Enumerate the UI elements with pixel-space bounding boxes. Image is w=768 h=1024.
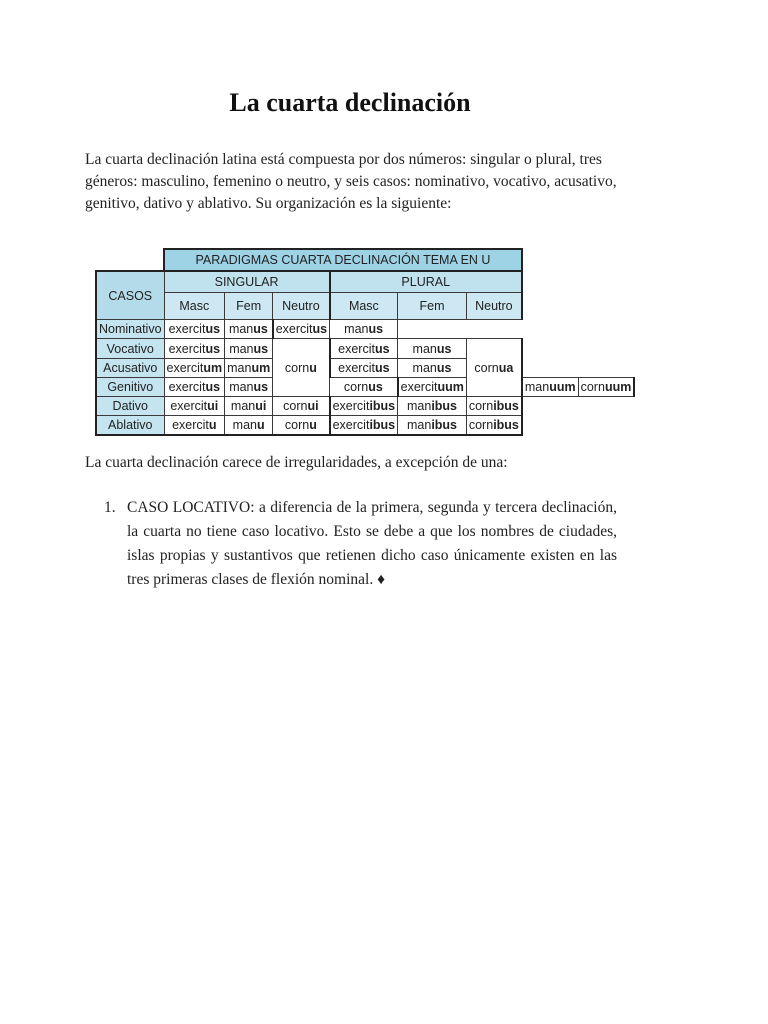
declension-form [225,415,273,435]
declension-form [273,396,330,415]
declension-form [273,320,330,339]
after-table-paragraph: La cuarta declinación carece de irregularidades, a excepción de una: [85,454,508,471]
declension-form [466,339,522,396]
case-label: Ablativo [96,415,164,435]
gender-header: Fem [398,293,467,320]
casos-header: CASOS [96,271,164,320]
table-row [96,396,634,415]
declension-table [95,248,635,436]
word-stem: corn [284,417,310,432]
word-ending: ibus [431,417,458,432]
declension-form [398,377,467,396]
word-ending: u [208,417,217,432]
word-ending: ua [498,360,514,375]
word-stem: man [229,341,254,356]
gender-header: Neutro [466,293,522,320]
word-ending: us [205,379,221,394]
gender-header-row [96,293,634,320]
plural-header: PLURAL [330,271,522,293]
page-title: La cuarta declinación [229,88,471,117]
word-stem: man [412,341,437,356]
word-stem: exercit [332,398,370,413]
declension-form [330,415,398,435]
table-row [96,339,634,358]
list-item-text: CASO LOCATIVO: a diferencia de la primera, segunda y tercera declinación, la cuarta no tiene caso locativo. Esto se debe a que los nombres de ciudades, islas propias y sustantivos que retienen dicho caso únicamente existen en las tres primeras clases de flexión nominal. ♦ [127,499,617,588]
singular-header: SINGULAR [164,271,330,293]
word-ending: us [436,341,452,356]
word-ending: us [374,341,390,356]
word-stem: man [524,379,550,394]
word-ending: us [368,322,384,337]
case-label: Genitivo [96,377,164,396]
declension-form [225,358,273,377]
word-ending: us [205,322,221,337]
word-stem: exercit [400,379,438,394]
declension-form [466,396,522,415]
word-stem: corn [343,379,369,394]
word-ending: ibus [493,398,519,413]
word-ending: ui [307,398,319,413]
word-stem: exercit [338,360,375,375]
declension-form [330,396,398,415]
word-stem: exercit [168,379,206,394]
word-ending: ui [207,398,219,413]
word-stem: corn [283,398,308,413]
table-row [96,377,634,396]
word-stem: exercit [168,341,206,356]
word-ending: us [374,360,390,375]
word-ending: u [256,417,265,432]
word-ending: u [309,360,317,375]
word-ending: ibus [431,398,458,413]
declension-form [466,415,522,435]
declension-form [164,358,225,377]
declension-form [273,415,330,435]
word-stem: man [406,398,432,413]
word-ending: uum [437,379,464,394]
word-ending: uum [604,379,632,394]
declension-form [398,415,467,435]
word-stem: corn [284,360,310,375]
intro-paragraph: La cuarta declinación latina está compuesta por dos números: singular o plural, tres géneros: masculino, femenino o neutro, y seis casos: nominativo, vocativo, acusativo, genitivo, dativo y ablativo. Su organización es la siguiente: [85,151,617,212]
word-stem: man [227,360,252,375]
table-row [96,415,634,435]
word-ending: ibus [369,417,396,432]
table-row [96,358,634,377]
declension-form [522,377,578,396]
word-stem: exercit [168,322,206,337]
word-stem: man [230,398,256,413]
gender-header: Masc [164,293,225,320]
declension-rows [96,320,634,435]
declension-table-figure [95,248,632,436]
case-label: Acusativo [96,358,164,377]
declension-form [225,377,273,396]
word-stem: man [232,417,257,432]
word-stem: man [412,360,437,375]
word-stem: man [344,322,369,337]
word-ending: us [205,341,221,356]
word-ending: ui [255,398,267,413]
word-ending: uum [549,379,576,394]
word-ending: u [309,417,317,432]
list-item-number: 1. [104,499,116,516]
case-label: Nominativo [96,320,164,339]
word-ending: us [368,379,383,394]
word-stem: exercit [172,417,209,432]
word-stem: exercit [275,322,313,337]
word-stem: exercit [332,417,370,432]
gender-header: Neutro [273,293,330,320]
word-stem: corn [580,379,605,394]
word-ending: us [253,379,269,394]
word-stem: corn [474,360,499,375]
case-label: Vocativo [96,339,164,358]
word-stem: exercit [170,398,208,413]
declension-form [164,377,225,396]
word-ending: us [436,360,452,375]
declension-form [398,396,467,415]
word-ending: um [203,360,223,375]
declension-form [330,320,398,339]
declension-form [398,358,467,377]
gender-header: Masc [330,293,398,320]
word-ending: us [253,341,269,356]
declension-form [225,396,273,415]
word-stem: man [229,379,254,394]
table-main-header: PARADIGMAS CUARTA DECLINACIÓN TEMA EN U [164,249,522,271]
declension-form [164,415,225,435]
word-ending: um [251,360,271,375]
word-stem: exercit [166,360,204,375]
word-ending: us [253,322,268,337]
word-stem: man [228,322,254,337]
declension-form [330,377,398,396]
word-stem: man [406,417,432,432]
word-ending: ibus [493,417,519,432]
word-stem: corn [468,417,494,432]
word-ending: us [312,322,328,337]
declension-form [225,320,273,339]
declension-form [164,396,225,415]
word-stem: corn [468,398,494,413]
case-label: Dativo [96,396,164,415]
gender-header: Fem [225,293,273,320]
word-ending: ibus [369,398,396,413]
word-stem: exercit [338,341,375,356]
declension-form [330,339,398,358]
declension-form [225,339,273,358]
declension-form [330,358,398,377]
declension-form [164,339,225,358]
declension-form [398,339,467,358]
declension-form [273,339,330,396]
declension-form [578,377,634,396]
table-row [96,320,634,339]
declension-form [164,320,225,339]
